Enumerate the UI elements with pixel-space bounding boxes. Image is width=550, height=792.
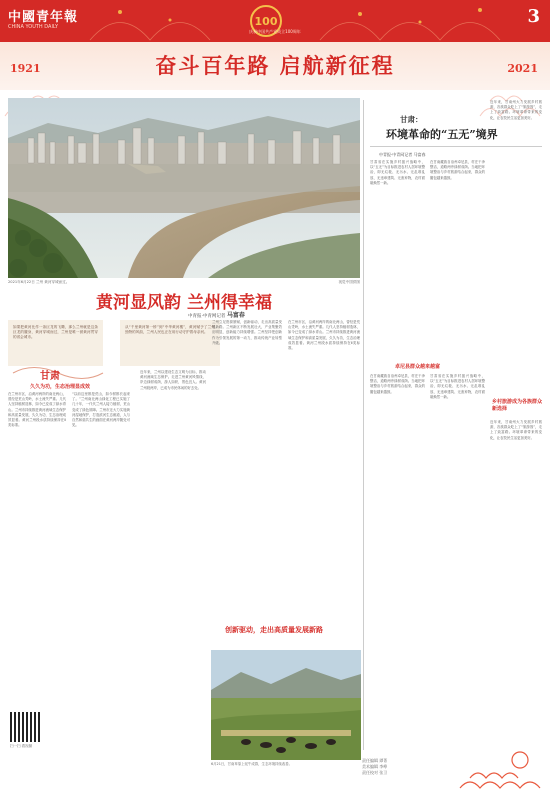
year-start: 1921 — [10, 62, 41, 75]
left-text-column-5: 在兰州市区，沿黄河两岸的南北两山，曾经是荒山秃岭，水土流失严重。几代人坚持植树造林，如今已变成了绿水青山。兰州市持续推进黄河流域生态保护和高质量发展，久久为功，生态治理成效显著。黄河兰州段水质持续保持在Ⅱ类标准。 — [288, 320, 360, 351]
right-text-column-1: 甘肃省在实施乡村振兴战略中，以“五无”为目标推进农村人居环境整治，即无垃圾、无污水、无乱堆乱放、无违章建筑、无废弃物，农村面貌焕然一新。 — [370, 160, 425, 185]
second-photo-caption: 6月21日，甘南草原上牦牛成群，生态环境持续改善。 — [211, 762, 293, 766]
lanzhou-cityscape-photo — [8, 98, 360, 278]
credit-line: 美术编辑 李峥 — [362, 764, 388, 769]
right-article-byline: 中青报·中青网记者 马富春 — [379, 152, 426, 157]
year-end: 2021 — [507, 62, 538, 75]
newspaper-logo: 中國青年報 — [8, 10, 79, 25]
page-number: 3 — [527, 6, 540, 27]
credit-line: 责任校对 张卫 — [362, 770, 388, 775]
right-text-column-4: 在甘南藏族自治州卓尼县，村庄干净整洁，道路两旁绿树成荫。当地把环境整治与乡村旅游结合起来，群众的腰包越来越鼓。 — [370, 374, 425, 394]
page-headline: 奋斗百年路 启航新征程 — [155, 54, 395, 78]
credit-line: 责任编辑 谭菁 — [362, 758, 388, 763]
intro-text-left: 如果把黄河比作一条巨龙的飞腾，那么兰州就是这条巨龙的腰身，黄河穿城而过，兰州是唯一被黄河贯穿的省会城市。 — [13, 325, 98, 340]
right-text-column-2: 在甘南藏族自治州卓尼县，村庄干净整洁，道路两旁绿树成荫。当地把环境整治与乡村旅游结合起来，群众的腰包越来越鼓。 — [430, 160, 485, 180]
main-photo-credit: 视觉中国供图 — [338, 280, 360, 284]
left-subhead-2: 创新驱动，走出高质量发展新路 — [225, 625, 323, 634]
left-article-byline — [188, 310, 245, 319]
footer-wave-icon — [400, 738, 550, 792]
main-photo-caption: 2021年6月22日 兰州 黄河穿城而过。 — [8, 280, 70, 284]
byline-label: 中青报·中青网记者 — [188, 314, 226, 319]
intro-box-right — [120, 320, 220, 366]
left-text-column-3: 近年来，兰州以建设生态文明为目标，推动黄河流域生态保护。走进兰州黄河风情线，岸边绿树成荫，游人如织，景色宜人。黄河兰州段两岸，已成为市民休闲的好去处。 — [140, 370, 206, 390]
masthead-banner — [0, 0, 550, 42]
newspaper-logo-subtitle: CHINA YOUTH DAILY — [8, 24, 59, 30]
right-subhead-1: 卓尼县群众越来越富 — [395, 364, 441, 370]
qr-caption: 扫一扫 看视频 — [10, 744, 33, 748]
left-text-column-4: 兰州立足资源禀赋，创新驱动，走出高质量发展新路。兰州新区不断发展壮大，产业集聚效应明显，创新能力持续增强。兰州坚持把创新作为引领发展的第一动力，推动传统产业转型升级。 — [212, 320, 282, 345]
right-text-column-6: 近年来，甘南州大力发展乡村旅游，各族群众吃上了“旅游饭”，走上了致富路。环境革命带来的变化，让农牧民生活更加美好。 — [490, 420, 542, 440]
cityscape-illustration — [8, 98, 360, 278]
grassland-yak-photo — [211, 650, 361, 760]
left-region-label: 甘肃 — [40, 371, 60, 382]
intro-text-right: 从“千里黄河第一桥”到“中华黄河楼”，黄河赋予了兰州独特的风韵，兰州人民也正在用行动守护着母亲河。 — [125, 325, 215, 335]
right-article-title: 环境革命的“五无”境界 — [386, 128, 498, 141]
left-text-column-1: 在兰州市区，沿黄河两岸的南北两山，曾经是荒山秃岭，水土流失严重。几代人坚持植树造林，如今已变成了绿水青山。兰州市持续推进黄河流域生态保护和高质量发展，久久为功，生态治理成效显著。黄河兰州段水质持续保持在Ⅱ类标准。 — [8, 392, 66, 428]
column-divider — [363, 100, 364, 750]
intro-box-left — [8, 320, 103, 366]
right-article-region: 甘肃： — [400, 115, 423, 124]
left-text-column-2: “以前这里都是荒山，如今树都长起来了。”兰州南北两山绿化工程已实施了几十年，一代代兰州人接力植树，荒山变成了绿色屏障。兰州市还大力实施黄河湿地保护，打造滨河生态廊道，人与自然和谐共生的画面在黄河两岸随处可见。 — [72, 392, 130, 428]
centenary-emblem: 100 — [250, 5, 282, 37]
video-qr-code[interactable] — [10, 712, 40, 742]
right-text-column-3: 近年来，甘南州大力发展乡村旅游，各族群众吃上了“旅游饭”，走上了致富路。环境革命带来的变化，让农牧民生活更加美好。 — [490, 100, 542, 120]
grassland-illustration — [211, 650, 361, 760]
emblem-caption: 庆祝中国共产党成立100周年 — [249, 29, 301, 34]
left-article-title: 黄河显风韵 兰州得幸福 — [96, 293, 272, 313]
right-text-column-5: 甘肃省在实施乡村振兴战略中，以“五无”为目标推进农村人居环境整治，即无垃圾、无污水、无乱堆乱放、无违章建筑、无废弃物，农村面貌焕然一新。 — [430, 374, 485, 399]
right-subhead-2: 乡村旅游成为各族群众新选择 — [492, 399, 543, 412]
byline-author: 马富春 — [226, 312, 245, 319]
left-subhead-1: 久久为功，生态治理显成效 — [30, 384, 91, 390]
